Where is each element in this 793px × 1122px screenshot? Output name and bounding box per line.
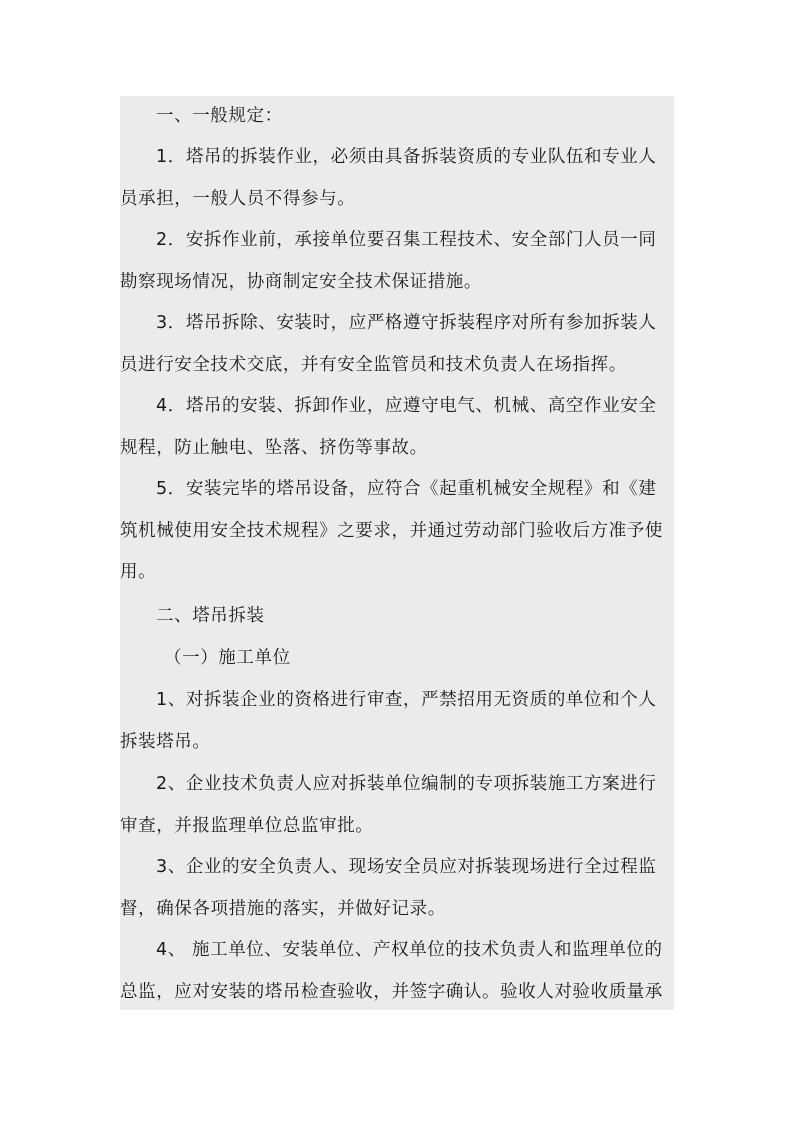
construction-rule-1 [120, 680, 674, 763]
paragraph-line: 2．安拆作业前，承接单位要召集工程技术、安全部门人员一同 [156, 230, 657, 250]
subheading-construction-unit [120, 638, 674, 680]
general-rule-2 [120, 220, 674, 303]
paragraph-line: 3．塔吊拆除、安装时，应严格遵守拆装程序对所有参加拆装人 [156, 313, 657, 333]
heading-text: 二、塔吊拆装 [156, 606, 265, 626]
general-rule-5 [120, 469, 674, 594]
paragraph-line: 4、 施工单位、安装单位、产权单位的技术负责人和监理单位的 [156, 940, 663, 960]
section-heading-install [120, 596, 674, 638]
paragraph-line: 勘察现场情况，协商制定安全技术保证措施。 [120, 271, 482, 292]
general-rule-1 [120, 137, 674, 220]
document-body [120, 96, 674, 1010]
construction-rule-3 [120, 847, 674, 930]
paragraph-line: 总监，应对安装的塔吊检查验收，并签字确认。验收人对验收质量承 [120, 981, 663, 1002]
construction-rule-4 [120, 930, 674, 1013]
general-rule-4 [120, 386, 674, 469]
paragraph-line: 审查，并报监理单位总监审批。 [120, 815, 374, 836]
paragraph-line: 员承担，一般人员不得参与。 [120, 188, 356, 209]
paragraph-line: 4．塔吊的安装、拆卸作业，应遵守电气、机械、高空作业安全 [156, 396, 657, 416]
construction-rule-2 [120, 764, 674, 847]
paragraph-line: 用。 [120, 562, 157, 582]
paragraph-line: 筑机械使用安全技术规程》之要求，并通过劳动部门验收后方准予使 [120, 520, 663, 541]
paragraph-line: 拆装塔吊。 [120, 731, 211, 752]
heading-text: 一、一般规定： [156, 106, 283, 126]
general-rule-3 [120, 303, 674, 386]
paragraph-line: 规程，防止触电、坠落、挤伤等事故。 [120, 437, 428, 458]
paragraph-line: 员进行安全技术交底，并有安全监管员和技术负责人在场指挥。 [120, 354, 627, 375]
paragraph-line: 1．塔吊的拆装作业，必须由具备拆装资质的专业队伍和专业人 [156, 147, 657, 167]
paragraph-line: 3、企业的安全负责人、现场安全员应对拆装现场进行全过程监 [156, 857, 657, 877]
section-heading-general [120, 96, 674, 138]
paragraph-line: 5．安装完毕的塔吊设备，应符合《起重机械安全规程》和《建 [156, 479, 657, 499]
paragraph-line: 1、对拆装企业的资格进行审查，严禁招用无资质的单位和个人 [156, 690, 657, 710]
subheading-text: （一）施工单位 [164, 648, 291, 668]
paragraph-line: 2、企业技术负责人应对拆装单位编制的专项拆装施工方案进行 [156, 774, 657, 794]
paragraph-line: 督，确保各项措施的落实，并做好记录。 [120, 898, 446, 919]
